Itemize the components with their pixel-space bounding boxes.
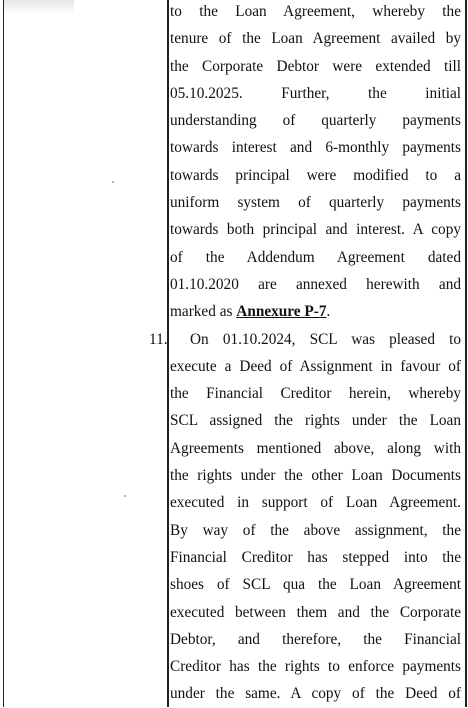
para-10-line: tenure of the Loan Agreement availed by [170,30,461,48]
para-11-first-line-text: On 01.10.2024, SCL was pleased to [190,330,461,348]
scan-speck [112,181,114,183]
para-10-line: uniform system of quarterly payments [170,194,461,212]
table-column-divider [167,0,169,707]
para-11-line: shoes of SCL qua the Loan Agreement [170,576,461,594]
para-11-line: execute a Deed of Assignment in favour of [170,357,461,375]
para-11-number: 11. [149,330,168,348]
para-11-line: Creditor has the rights to enforce payments [170,658,461,676]
para-11-line: By way of the above assignment, the [170,521,461,539]
paragraph-column [149,0,461,708]
para-10-final-line [170,298,461,325]
para-10-line: to the Loan Agreement, whereby the [170,3,461,20]
para-10-line: towards principal were modified to a [170,166,461,184]
para-11-line: SCL assigned the rights under the Loan [170,412,461,430]
para-10-line: towards interest and 6-monthly payments [170,139,461,157]
para-11-line: Debtor, and therefore, the Financial [170,630,461,648]
left-column-cell [4,0,167,707]
table-right-border [465,0,467,707]
annexure-reference: Annexure P-7 [236,303,327,321]
para-10-line: understanding of quarterly payments [170,112,461,130]
scan-shadow [4,0,74,14]
para-11-line: executed between them and the Corporate [170,603,461,621]
para-11-line: Financial Creditor has stepped into the [170,548,461,566]
para-10-final-prefix: marked as [170,303,237,321]
para-10-line: the Corporate Debtor were extended till [170,57,461,75]
para-10-final-suffix: . [326,303,331,321]
para-10-line: of the Addendum Agreement dated [170,248,461,266]
scan-speck [124,495,126,497]
para-11-line: the rights under the other Loan Documents [170,467,461,485]
para-11-line: executed in support of Loan Agreement. [170,494,461,512]
para-11-line: the Financial Creditor herein, whereby [170,385,461,403]
para-10-line: towards both principal and interest. A copy [170,221,461,239]
para-10-line: 05.10.2025. Further, the initial [170,84,461,102]
para-10-line: 01.10.2020 are annexed herewith and [170,275,461,293]
para-11-first-line [149,326,461,353]
para-11-line: Agreements mentioned above, along with [170,439,461,457]
para-11-line: under the same. A copy of the Deed of [170,685,461,703]
